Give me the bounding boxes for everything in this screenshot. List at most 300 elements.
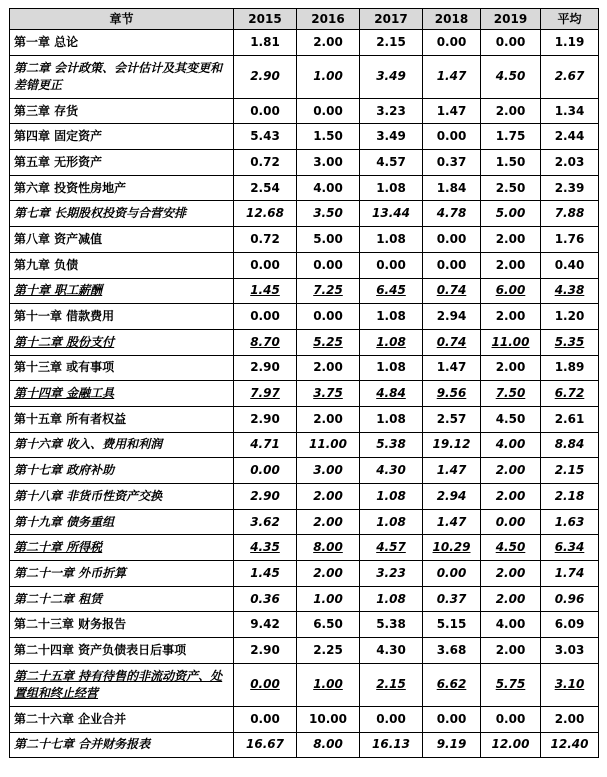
value-label: 3.23 (376, 103, 406, 118)
value-cell (541, 561, 599, 587)
value-label: 2.00 (495, 488, 526, 503)
chapter-cell (10, 732, 234, 758)
value-label: 2.94 (436, 309, 467, 324)
value-label: 1.08 (376, 180, 406, 195)
value-cell (541, 124, 599, 150)
value-cell (234, 227, 297, 253)
value-cell (297, 150, 360, 176)
value-cell (360, 706, 423, 732)
table-row (10, 55, 599, 98)
table-row (10, 30, 599, 56)
value-label: 1.08 (376, 360, 406, 375)
value-label: 3.49 (376, 129, 406, 144)
value-cell (360, 278, 423, 304)
table-row (10, 201, 599, 227)
value-cell (423, 663, 481, 706)
table-row (10, 150, 599, 176)
value-label: 12.00 (491, 737, 530, 752)
value-cell (481, 304, 541, 330)
value-cell (297, 586, 360, 612)
value-label: 2.90 (250, 360, 280, 375)
table-row (10, 663, 599, 706)
value-label: 5.43 (250, 129, 280, 144)
value-cell (481, 227, 541, 253)
value-label: 0.00 (436, 231, 467, 246)
value-cell (360, 55, 423, 98)
value-cell (423, 535, 481, 561)
chapter-label: 第十二章 股份支付 (14, 334, 115, 349)
value-cell (297, 355, 360, 381)
value-cell (234, 638, 297, 664)
value-cell (297, 278, 360, 304)
value-cell (481, 612, 541, 638)
value-cell (360, 150, 423, 176)
table-row (10, 98, 599, 124)
value-cell (297, 252, 360, 278)
value-label: 6.09 (554, 617, 585, 632)
header-row (10, 9, 599, 30)
value-cell (360, 201, 423, 227)
value-cell (541, 638, 599, 664)
value-cell (234, 458, 297, 484)
value-label: 0.00 (313, 103, 343, 118)
header-chapter: 章节 (10, 9, 234, 30)
value-cell (360, 355, 423, 381)
chapter-label: 第六章 投资性房地产 (14, 180, 127, 195)
value-label: 0.00 (495, 711, 526, 726)
value-cell (423, 55, 481, 98)
chapter-cell (10, 535, 234, 561)
value-label: 9.19 (436, 737, 467, 752)
chapter-label: 第三章 存货 (14, 103, 79, 118)
value-cell (360, 732, 423, 758)
value-cell (423, 732, 481, 758)
value-cell (423, 150, 481, 176)
value-cell (297, 201, 360, 227)
value-cell (541, 98, 599, 124)
value-label: 4.78 (436, 206, 467, 221)
value-cell (297, 304, 360, 330)
value-cell (234, 98, 297, 124)
value-cell (360, 638, 423, 664)
value-cell (297, 30, 360, 56)
value-cell (297, 484, 360, 510)
value-cell (234, 561, 297, 587)
value-label: 5.38 (376, 437, 406, 452)
value-label: 7.25 (313, 283, 343, 298)
value-label: 5.00 (313, 231, 343, 246)
value-label: 0.00 (436, 129, 467, 144)
value-cell (481, 561, 541, 587)
table-row (10, 278, 599, 304)
value-cell (541, 586, 599, 612)
value-label: 1.47 (436, 463, 467, 478)
value-cell (481, 381, 541, 407)
value-label: 0.00 (376, 711, 406, 726)
value-cell (360, 304, 423, 330)
value-label: 0.00 (313, 309, 343, 324)
chapter-label: 第二十三章 财务报告 (14, 617, 127, 632)
value-cell (481, 458, 541, 484)
value-cell (234, 329, 297, 355)
value-label: 2.18 (554, 488, 585, 503)
value-cell (541, 252, 599, 278)
value-cell (360, 535, 423, 561)
value-label: 2.90 (250, 488, 280, 503)
table-row (10, 706, 599, 732)
value-label: 3.75 (313, 386, 343, 401)
value-label: 2.00 (313, 411, 343, 426)
table-row (10, 638, 599, 664)
value-cell (423, 381, 481, 407)
value-cell (297, 535, 360, 561)
table-row (10, 509, 599, 535)
value-label: 2.00 (495, 642, 526, 657)
value-cell (360, 663, 423, 706)
value-cell (234, 201, 297, 227)
chapter-label: 第十章 职工薪酬 (14, 283, 103, 298)
value-label: 11.00 (491, 334, 530, 349)
value-label: 2.94 (436, 488, 467, 503)
value-cell (423, 432, 481, 458)
value-cell (360, 329, 423, 355)
value-cell (481, 30, 541, 56)
value-cell (481, 150, 541, 176)
value-label: 3.23 (376, 565, 406, 580)
chapter-label: 第二十章 所得税 (14, 540, 103, 555)
value-cell (234, 612, 297, 638)
value-label: 1.63 (554, 514, 585, 529)
value-label: 4.84 (376, 386, 406, 401)
table-row (10, 586, 599, 612)
header-2015: 2015 (234, 9, 297, 30)
value-cell (481, 355, 541, 381)
value-label: 1.08 (376, 334, 406, 349)
value-cell (541, 458, 599, 484)
table-row (10, 252, 599, 278)
value-cell (297, 406, 360, 432)
value-label: 2.44 (554, 129, 585, 144)
value-label: 0.00 (250, 463, 280, 478)
table-row (10, 124, 599, 150)
value-label: 5.75 (495, 677, 526, 692)
value-cell (481, 535, 541, 561)
value-label: 0.74 (436, 283, 467, 298)
value-cell (234, 150, 297, 176)
value-label: 0.00 (313, 257, 343, 272)
value-label: 1.00 (313, 591, 343, 606)
value-label: 1.74 (554, 565, 585, 580)
value-label: 3.03 (554, 642, 585, 657)
value-label: 11.00 (309, 437, 347, 452)
chapter-label: 第五章 无形资产 (14, 154, 103, 169)
chapter-label: 第二章 会计政策、会计估计及其变更和差错更正 (14, 60, 223, 92)
value-cell (423, 124, 481, 150)
value-cell (423, 586, 481, 612)
chapter-label: 第二十二章 租赁 (14, 591, 103, 606)
chapter-cell (10, 150, 234, 176)
value-cell (297, 175, 360, 201)
header-2016: 2016 (297, 9, 360, 30)
chapter-cell (10, 175, 234, 201)
value-cell (541, 201, 599, 227)
value-label: 1.75 (495, 129, 526, 144)
value-cell (360, 561, 423, 587)
value-label: 4.35 (250, 540, 280, 555)
value-cell (481, 55, 541, 98)
value-label: 3.00 (313, 154, 343, 169)
value-label: 0.37 (436, 154, 467, 169)
table-row (10, 381, 599, 407)
value-label: 5.35 (554, 334, 585, 349)
value-cell (360, 124, 423, 150)
value-label: 0.00 (376, 257, 406, 272)
value-cell (360, 586, 423, 612)
value-cell (541, 732, 599, 758)
value-label: 6.50 (313, 617, 343, 632)
value-cell (423, 638, 481, 664)
value-cell (234, 304, 297, 330)
value-label: 2.90 (250, 642, 280, 657)
value-cell (360, 227, 423, 253)
chapter-label: 第十七章 政府补助 (14, 463, 115, 478)
value-cell (423, 329, 481, 355)
value-cell (541, 406, 599, 432)
value-label: 6.34 (554, 540, 585, 555)
value-label: 1.47 (436, 103, 467, 118)
table-row (10, 227, 599, 253)
value-label: 0.00 (250, 677, 280, 692)
value-label: 6.72 (554, 386, 585, 401)
value-label: 2.15 (376, 34, 406, 49)
chapter-cell (10, 98, 234, 124)
header-2019: 2019 (481, 9, 541, 30)
value-cell (481, 586, 541, 612)
chapter-cell (10, 30, 234, 56)
value-label: 2.00 (313, 488, 343, 503)
value-cell (423, 278, 481, 304)
value-cell (234, 732, 297, 758)
value-cell (423, 98, 481, 124)
value-label: 0.00 (250, 711, 280, 726)
value-cell (297, 432, 360, 458)
value-cell (481, 663, 541, 706)
value-label: 4.50 (495, 540, 526, 555)
value-label: 6.45 (376, 283, 406, 298)
value-label: 2.00 (313, 565, 343, 580)
value-cell (360, 484, 423, 510)
value-label: 4.50 (495, 69, 526, 84)
chapter-cell (10, 406, 234, 432)
value-label: 1.08 (376, 488, 406, 503)
value-cell (481, 432, 541, 458)
value-label: 0.00 (250, 309, 280, 324)
value-cell (234, 586, 297, 612)
value-cell (541, 381, 599, 407)
value-label: 1.45 (250, 283, 280, 298)
value-label: 4.30 (376, 463, 406, 478)
value-label: 16.67 (246, 737, 284, 752)
table-row (10, 355, 599, 381)
value-label: 1.89 (554, 360, 585, 375)
chapter-label: 第一章 总论 (14, 34, 79, 49)
chapter-cell (10, 381, 234, 407)
chapter-label: 第十六章 收入、费用和利润 (14, 437, 163, 452)
value-cell (541, 535, 599, 561)
value-label: 2.54 (250, 180, 280, 195)
chapter-label: 第八章 资产减值 (14, 231, 103, 246)
chapter-label: 第二十六章 企业合并 (14, 711, 127, 726)
value-cell (234, 355, 297, 381)
value-cell (541, 663, 599, 706)
chapter-cell (10, 304, 234, 330)
chapter-label: 第二十一章 外币折算 (14, 565, 127, 580)
value-cell (423, 706, 481, 732)
chapter-cell (10, 706, 234, 732)
value-cell (481, 252, 541, 278)
chapter-label: 第十四章 金融工具 (14, 386, 115, 401)
chapter-cell (10, 355, 234, 381)
value-cell (541, 175, 599, 201)
value-cell (234, 663, 297, 706)
value-cell (541, 484, 599, 510)
value-label: 0.74 (436, 334, 467, 349)
value-cell (234, 381, 297, 407)
value-label: 2.25 (313, 642, 343, 657)
chapter-label: 第十一章 借款费用 (14, 309, 115, 324)
value-cell (481, 406, 541, 432)
value-cell (297, 561, 360, 587)
value-cell (541, 150, 599, 176)
value-cell (360, 98, 423, 124)
chapter-cell (10, 458, 234, 484)
value-label: 3.10 (554, 677, 585, 692)
value-label: 2.00 (313, 34, 343, 49)
value-cell (541, 30, 599, 56)
value-label: 0.96 (554, 591, 585, 606)
value-cell (360, 509, 423, 535)
value-label: 2.90 (250, 69, 280, 84)
table-row (10, 304, 599, 330)
value-label: 1.20 (554, 309, 585, 324)
value-cell (541, 706, 599, 732)
chapter-label: 第二十四章 资产负债表日后事项 (14, 642, 187, 657)
value-label: 1.34 (554, 103, 585, 118)
value-label: 1.47 (436, 514, 467, 529)
value-cell (423, 509, 481, 535)
value-cell (234, 509, 297, 535)
value-label: 1.50 (495, 154, 526, 169)
value-cell (481, 329, 541, 355)
value-label: 0.00 (436, 34, 467, 49)
value-label: 1.08 (376, 591, 406, 606)
value-label: 1.45 (250, 565, 280, 580)
value-cell (234, 432, 297, 458)
value-label: 2.61 (554, 411, 585, 426)
value-cell (481, 732, 541, 758)
value-label: 4.38 (554, 283, 585, 298)
value-label: 9.42 (250, 617, 280, 632)
chapter-label: 第十三章 或有事项 (14, 360, 115, 375)
value-cell (423, 252, 481, 278)
value-label: 0.00 (436, 565, 467, 580)
value-label: 2.00 (495, 103, 526, 118)
chapter-label: 第二十七章 合并财务报表 (14, 737, 151, 752)
value-label: 0.37 (436, 591, 467, 606)
value-label: 7.88 (554, 206, 585, 221)
value-cell (297, 227, 360, 253)
table-row (10, 732, 599, 758)
value-label: 4.50 (495, 411, 526, 426)
value-cell (234, 55, 297, 98)
table-row (10, 484, 599, 510)
chapter-cell (10, 201, 234, 227)
value-cell (360, 175, 423, 201)
chapter-cell (10, 329, 234, 355)
header-average: 平均 (541, 9, 599, 30)
value-cell (234, 124, 297, 150)
value-cell (541, 227, 599, 253)
value-cell (234, 252, 297, 278)
chapter-cell (10, 227, 234, 253)
value-cell (234, 706, 297, 732)
value-label: 6.62 (436, 677, 467, 692)
chapter-cell (10, 432, 234, 458)
chapter-label: 第七章 长期股权投资与合营安排 (14, 206, 187, 221)
value-label: 0.00 (436, 711, 467, 726)
value-label: 1.47 (436, 360, 467, 375)
value-cell (234, 484, 297, 510)
chapter-cell (10, 509, 234, 535)
value-cell (423, 30, 481, 56)
value-label: 0.00 (495, 34, 526, 49)
value-cell (297, 329, 360, 355)
chapter-cell (10, 586, 234, 612)
table-row (10, 406, 599, 432)
value-cell (481, 484, 541, 510)
value-label: 2.00 (313, 514, 343, 529)
value-label: 5.15 (436, 617, 467, 632)
value-label: 0.00 (250, 257, 280, 272)
value-label: 16.13 (372, 737, 410, 752)
value-label: 0.00 (436, 257, 467, 272)
value-label: 1.08 (376, 514, 406, 529)
value-label: 3.50 (313, 206, 343, 221)
value-cell (423, 484, 481, 510)
table-body (10, 30, 599, 758)
value-label: 2.15 (376, 677, 406, 692)
value-cell (297, 663, 360, 706)
value-cell (234, 30, 297, 56)
table-row (10, 535, 599, 561)
value-cell (481, 98, 541, 124)
table-row (10, 561, 599, 587)
chapter-label: 第十八章 非货币性资产交换 (14, 488, 163, 503)
value-cell (541, 304, 599, 330)
value-cell (541, 432, 599, 458)
value-label: 2.67 (554, 69, 585, 84)
value-cell (423, 175, 481, 201)
value-label: 4.00 (495, 437, 526, 452)
value-label: 0.72 (250, 154, 280, 169)
value-cell (234, 175, 297, 201)
value-label: 2.00 (495, 257, 526, 272)
chapter-cell (10, 484, 234, 510)
value-label: 0.72 (250, 231, 280, 246)
chapter-cell (10, 638, 234, 664)
value-label: 1.08 (376, 231, 406, 246)
value-label: 8.70 (250, 334, 280, 349)
